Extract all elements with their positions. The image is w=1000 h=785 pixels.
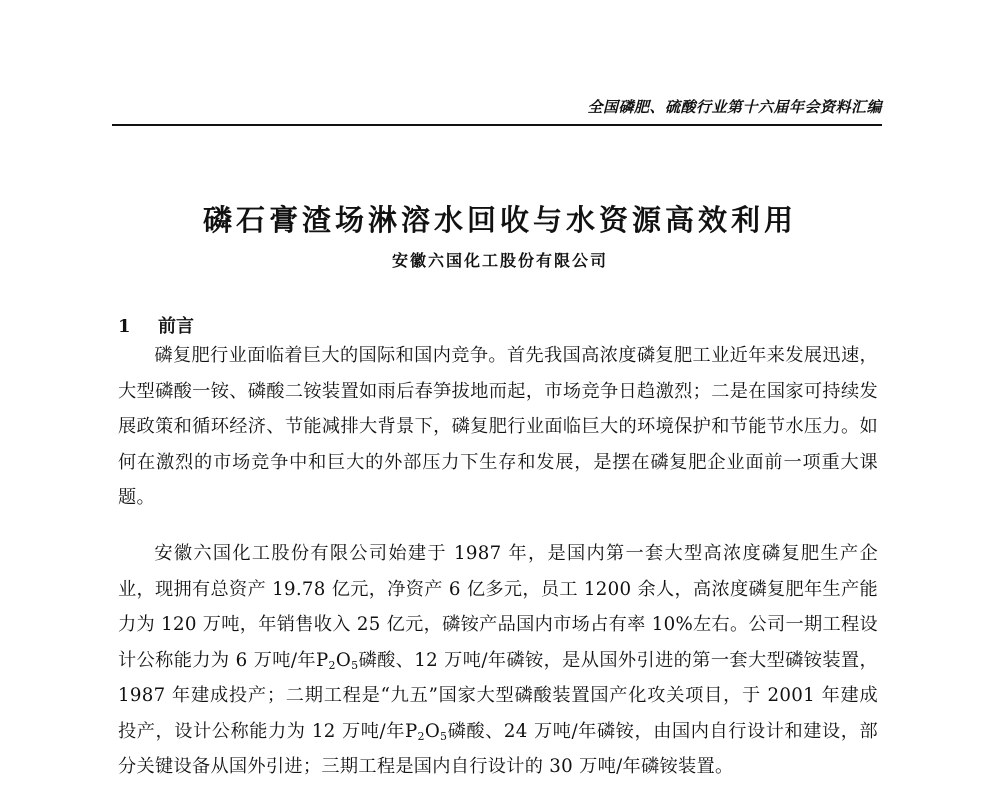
section-heading xyxy=(118,312,194,338)
oxygen-letter: O xyxy=(335,649,352,671)
oxygen-letter-b: O xyxy=(424,720,441,742)
paragraph-2-text-a: 安徽六国化工股份有限公司始建于 1987 年，是国内第一套大型高浓度磷复肥生产企业，现拥有总资产 19.78 亿元，净资产 6 亿多元，员工 1200 余人，高浓度磷复肥年生产能力为 120 万吨，年销售收入 25 亿元，磷铵产品国内市场占有率 10%左右。公司一期工程设计公称能力为 6 万吨/年P xyxy=(118,543,878,671)
article-author: 安徽六国化工股份有限公司 xyxy=(391,251,608,270)
section-title: 前言 xyxy=(158,316,194,337)
subscript-5: 5 xyxy=(351,658,359,672)
paragraph-2-text-b: 磷酸、12 万吨/年磷铵，是从国外引进的第一套大型磷铵装置，1987 年建成投产；二期工程是“九五”国家大型磷酸装置国产化攻关项目，于 2001 年建成投产，设计公称能力为 12 万吨/年P xyxy=(118,649,878,742)
subscript-2b: 2 xyxy=(417,729,425,743)
subscript-5b: 5 xyxy=(440,729,448,743)
header-rule xyxy=(112,124,882,126)
subscript-2: 2 xyxy=(328,658,336,672)
section-number: 1 xyxy=(118,316,131,337)
paragraph-2 xyxy=(118,536,878,785)
paragraph-1: 磷复肥行业面临着巨大的国际和国内竞争。首先我国高浓度磷复肥工业近年来发展迅速，大型磷酸一铵、磷酸二铵装置如雨后春笋拔地而起，市场竞争日趋激烈；二是在国家可持续发展政策和循环经济、节能减排大背景下，磷复肥行业面临巨大的环境保护和节能节水压力。如何在激烈的市场竞争中和巨大的外部压力下生存和发展，是摆在磷复肥企业面前一项重大课题。 xyxy=(118,345,878,508)
article-title: 磷石膏渣场淋溶水回收与水资源高效利用 xyxy=(202,203,797,237)
running-header: 全国磷肥、硫酸行业第十六届年会资料汇编 xyxy=(587,98,882,116)
paragraph-2-text-c: 磷酸、24 万吨/年磷铵，由国内自行设计和建设，部分关键设备从国外引进；三期工程是国内自行设计的 30 万吨/年磷铵装置。 xyxy=(118,720,878,777)
